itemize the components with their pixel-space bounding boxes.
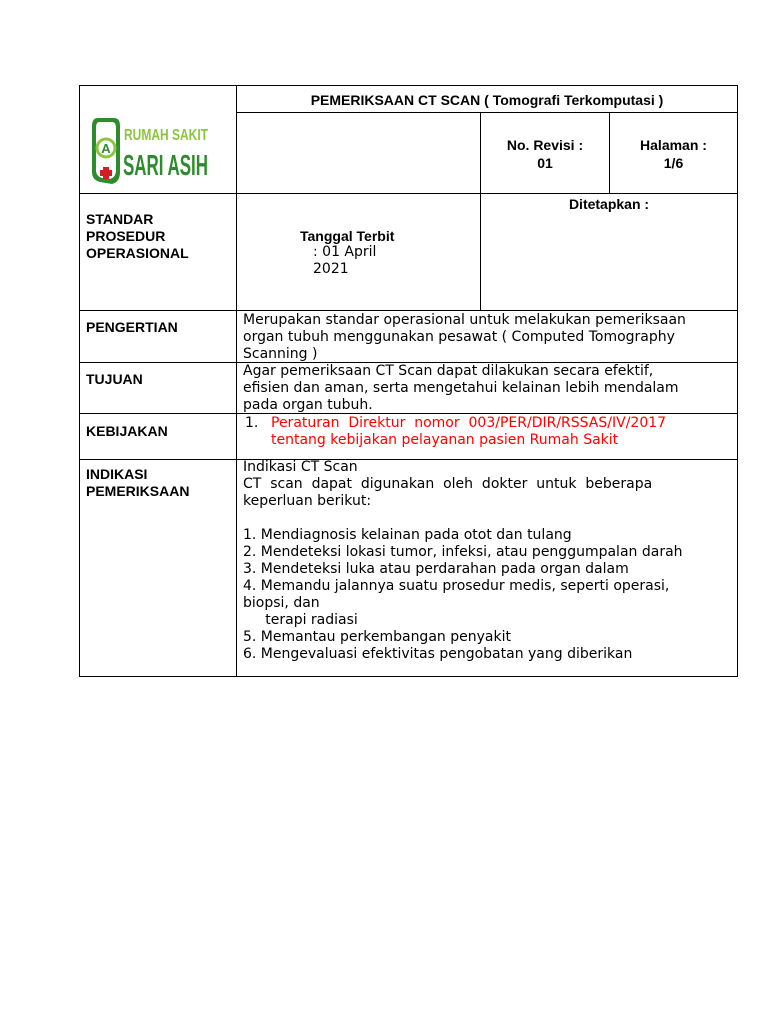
revisi-value: 01 — [537, 155, 553, 171]
kebijakan-label: KEBIJAKAN — [86, 423, 168, 439]
indikasi-text — [243, 459, 737, 663]
indikasi-item: 1. Mendiagnosis kelainan pada otot dan tulang — [243, 527, 572, 543]
tanggal-terbit-value: : 01 April 2021 — [313, 244, 377, 277]
indikasi-line: CT scan dapat digunakan oleh dokter untuk beberapa — [243, 476, 653, 492]
indikasi-line — [243, 510, 737, 527]
page-title: PEMERIKSAAN CT SCAN ( Tomografi Terkomputasi ) — [310, 92, 664, 108]
logo-line1: RUMAH SAKIT — [124, 127, 209, 144]
revisi-label: No. Revisi : — [506, 137, 584, 153]
tujuan-text: Agar pemeriksaan CT Scan dapat dilakukan secara efektif, efisien dan aman, serta mengetahui kelainan lebih mendalam pada organ tubuh. — [243, 363, 679, 413]
pengertian-text: Merupakan standar operasional untuk melakukan pemeriksaan organ tubuh menggunakan pesawat ( Computed Tomography Scanning ) — [243, 312, 686, 362]
indikasi-item: 6. Mengevaluasi efektivitas pengobatan yang diberikan — [243, 646, 633, 662]
kebijakan-number: 1. — [245, 415, 259, 431]
indikasi-item: 3. Mendeteksi luka atau perdarahan pada organ dalam — [243, 561, 629, 577]
spo-label: STANDAR PROSEDUR OPERASIONAL — [86, 211, 189, 261]
indikasi-item: 2. Mendeteksi lokasi tumor, infeksi, atau penggumpalan darah — [243, 544, 683, 560]
pengertian-label: PENGERTIAN — [86, 319, 178, 335]
svg-text:A: A — [101, 141, 111, 156]
indikasi-item: 5. Memantau perkembangan penyakit — [243, 629, 511, 645]
indikasi-item: 4. Memandu jalannya suatu prosedur medis, seperti operasi, — [243, 578, 670, 594]
halaman-label: Halaman : — [640, 137, 707, 153]
logo-emblem-icon — [90, 112, 210, 186]
tujuan-label: TUJUAN — [86, 371, 143, 387]
indikasi-item: terapi radiasi — [243, 612, 358, 628]
hospital-logo — [90, 112, 210, 186]
halaman-value: 1/6 — [663, 155, 684, 171]
indikasi-line: Indikasi CT Scan — [243, 459, 358, 475]
indikasi-item: biopsi, dan — [243, 595, 320, 611]
ditetapkan-label: Ditetapkan : — [568, 196, 650, 212]
tanggal-terbit-label: Tanggal Terbit — [300, 228, 395, 244]
kebijakan-text: Peraturan Direktur nomor 003/PER/DIR/RSSAS/IV/2017 tentang kebijakan pelayanan pasien Rumah Sakit — [271, 415, 667, 448]
logo-line2: SARI ASIH — [123, 150, 208, 182]
indikasi-label: INDIKASI PEMERIKSAAN — [86, 466, 190, 499]
indikasi-line: keperluan berikut: — [243, 493, 372, 509]
